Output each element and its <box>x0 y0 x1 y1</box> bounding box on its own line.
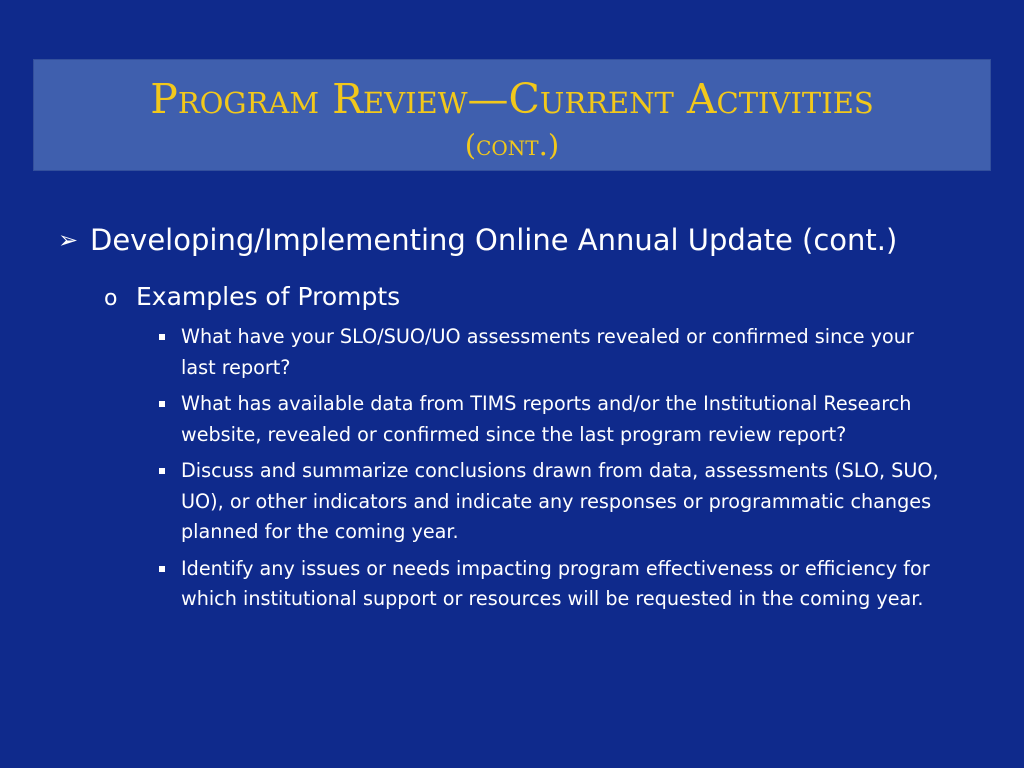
prompt-text: Identify any issues or needs impacting program effectiveness or efficiency for which institutional support or resources will be requested in the coming year. <box>181 556 930 610</box>
prompt-text: Discuss and summarize conclusions drawn from data, assessments (SLO, SUO, UO), or other indicators and indicate any responses or programmatic changes planned for the coming year. <box>181 459 939 543</box>
prompts-list <box>157 322 947 621</box>
slide-title: Program Review—Current Activities <box>150 75 874 123</box>
bullet-level1 <box>58 220 998 260</box>
prompt-item <box>157 389 947 450</box>
bullet-level2-text: Examples of Prompts <box>136 282 401 311</box>
title-box <box>34 60 990 170</box>
square-bullet-icon <box>159 566 165 572</box>
prompt-item <box>157 322 947 383</box>
prompt-item <box>157 456 947 548</box>
bullet-level2 <box>104 279 400 317</box>
circle-bullet-icon: o <box>104 286 118 311</box>
square-bullet-icon <box>159 401 165 407</box>
square-bullet-icon <box>159 468 165 474</box>
slide-title-continued: (cont.) <box>464 128 560 162</box>
square-bullet-icon <box>159 334 165 340</box>
prompt-item <box>157 554 947 615</box>
prompt-text: What has available data from TIMS reports and/or the Institutional Research website, revealed or confirmed since the last program review report? <box>181 392 912 446</box>
bullet-level1-text: Developing/Implementing Online Annual Update (cont.) <box>90 223 898 257</box>
prompt-text: What have your SLO/SUO/UO assessments revealed or confirmed since your last report? <box>181 325 914 379</box>
arrow-bullet-icon: ➢ <box>58 226 79 254</box>
